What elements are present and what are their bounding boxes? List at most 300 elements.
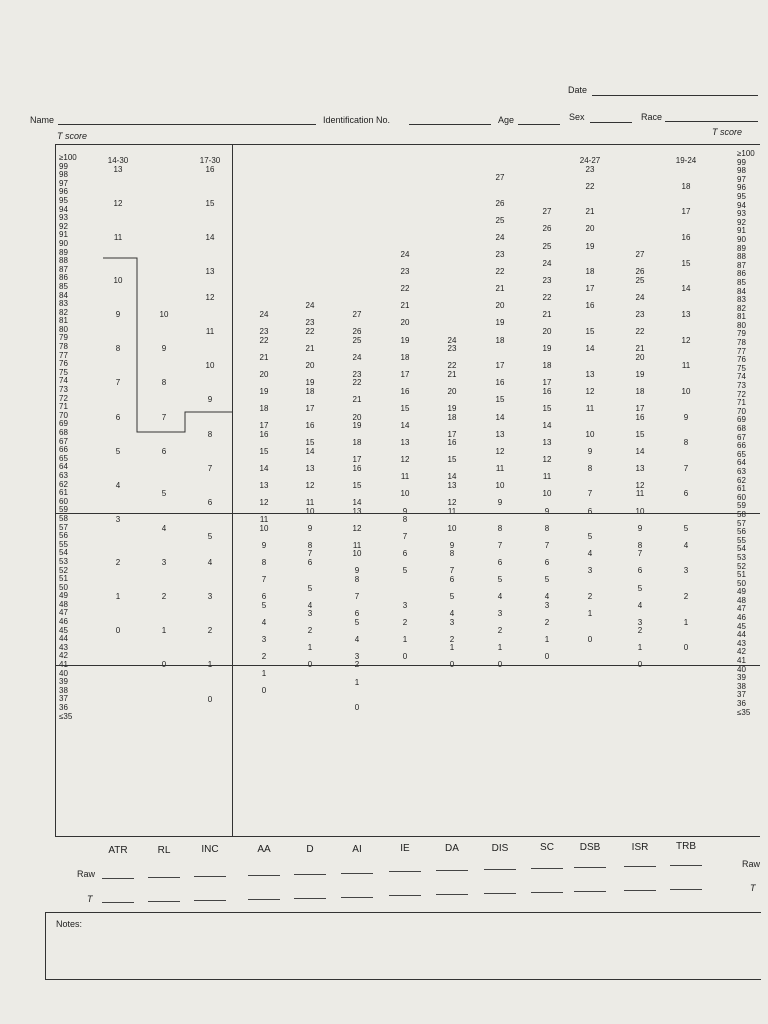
- tscore-tick: 85: [737, 277, 746, 287]
- tscore-tick: 92: [737, 217, 746, 227]
- tscore-tick: 53: [59, 556, 68, 566]
- tscore-left-label: T score: [57, 131, 88, 141]
- id-label: Identification No.: [323, 115, 391, 125]
- tscore-tick: 76: [59, 359, 68, 369]
- raw-score-mark: 12: [447, 498, 457, 507]
- raw-score-mark: 8: [115, 344, 121, 354]
- raw-score-mark: 20: [542, 327, 552, 336]
- t-entry-d[interactable]: [294, 898, 326, 899]
- raw-score-mark: 6: [587, 506, 593, 516]
- raw-score-mark: 10: [495, 480, 505, 490]
- tscore-tick: 36: [59, 703, 68, 712]
- raw-score-mark: 25: [542, 241, 552, 251]
- tscore-tick: 76: [737, 355, 746, 365]
- raw-score-mark: 15: [635, 429, 645, 439]
- raw-score-mark: 19: [352, 421, 362, 431]
- raw-score-mark: 10: [400, 489, 410, 499]
- tscore-tick: 71: [59, 402, 68, 412]
- tscore-tick: 95: [59, 195, 68, 205]
- raw-score-mark: 0: [637, 660, 643, 670]
- raw-score-mark: 11: [681, 361, 691, 371]
- raw-score-mark: 6: [354, 609, 360, 619]
- t-entry-isr[interactable]: [624, 890, 656, 891]
- raw-score-mark: 15: [305, 438, 315, 448]
- raw-score-mark: 14: [542, 421, 552, 431]
- raw-score-mark: 4: [307, 600, 313, 610]
- raw-score-mark: 15: [352, 480, 362, 490]
- age-label: Age: [498, 115, 515, 125]
- tscore-tick: 87: [737, 260, 746, 270]
- raw-score-mark: 17: [635, 403, 645, 413]
- tscore-tick: 81: [737, 312, 746, 322]
- raw-score-mark: 25: [635, 275, 645, 285]
- raw-score-mark: 1: [402, 634, 408, 644]
- raw-score-mark: 23: [585, 164, 595, 174]
- tscore-tick: 58: [737, 509, 746, 519]
- tscore-tick: 94: [737, 200, 746, 210]
- tscore-tick: 41: [737, 656, 746, 666]
- scale-label-rl: RL: [157, 844, 171, 856]
- raw-score-mark: 10: [352, 549, 362, 559]
- raw-score-mark: 1: [544, 634, 550, 644]
- tscore-tick: 68: [737, 424, 746, 433]
- raw-score-mark: 5: [207, 532, 213, 542]
- notes-label: Notes:: [56, 919, 83, 929]
- tscore-tick: 80: [737, 320, 746, 330]
- raw-score-mark: 6: [307, 557, 313, 567]
- raw-score-mark: 12: [113, 198, 123, 208]
- raw-score-mark: 1: [683, 617, 689, 627]
- raw-score-mark: 17: [681, 207, 691, 217]
- raw-score-mark: 16: [681, 232, 691, 242]
- tscore-tick: 51: [737, 570, 746, 580]
- tscore-tick: 40: [59, 668, 68, 678]
- raw-score-mark: 9: [207, 395, 213, 405]
- raw-score-mark: 2: [161, 592, 167, 602]
- raw-score-mark: 24: [400, 250, 410, 260]
- raw-score-mark: 20: [400, 318, 410, 328]
- raw-entry-atr[interactable]: [102, 878, 134, 879]
- raw-score-mark: 14: [259, 463, 269, 473]
- raw-entry-d[interactable]: [294, 874, 326, 875]
- tscore-tick: 45: [737, 621, 746, 631]
- t-entry-trb[interactable]: [670, 889, 702, 890]
- tscore-tick: 92: [59, 221, 68, 231]
- raw-score-mark: 9: [637, 523, 643, 533]
- raw-score-mark: 21: [400, 301, 410, 311]
- tscore-tick: 36: [737, 699, 746, 708]
- scale-label-dis: DIS: [491, 842, 509, 854]
- raw-score-mark: 17: [447, 429, 457, 439]
- raw-score-mark: 19: [400, 335, 410, 345]
- raw-score-mark: 24: [352, 352, 362, 362]
- raw-score-mark: 18: [542, 361, 552, 371]
- raw-score-mark: 6: [115, 412, 121, 422]
- tscore-tick: 78: [737, 338, 746, 348]
- raw-score-mark: 5: [587, 532, 593, 542]
- raw-score-mark: 6: [402, 549, 408, 559]
- raw-score-mark: 11: [542, 472, 552, 482]
- raw-score-mark: 6: [544, 557, 550, 567]
- raw-score-mark: 26: [635, 267, 645, 277]
- tscore-tick: 87: [59, 264, 68, 274]
- raw-score-mark: 2: [637, 626, 643, 636]
- tscore-tick: 97: [737, 174, 746, 184]
- tscore-tick: 77: [59, 350, 68, 360]
- tscore-tick: 70: [737, 406, 746, 416]
- tscore-tick: 56: [737, 527, 746, 537]
- tscore-tick: 97: [59, 178, 68, 188]
- raw-score-mark: 14: [681, 284, 691, 294]
- raw-score-mark: 14: [305, 446, 315, 456]
- tscore-tick: 52: [737, 561, 746, 571]
- t-entry-sc[interactable]: [531, 892, 563, 893]
- raw-score-mark: 2: [587, 592, 593, 602]
- tscore-tick: 78: [59, 342, 68, 352]
- scale-label-ie: IE: [400, 843, 410, 855]
- tscore-tick: 98: [59, 170, 68, 180]
- raw-score-mark: 3: [115, 515, 121, 525]
- raw-score-mark: 10: [305, 506, 315, 516]
- tscore-tick: 49: [59, 591, 68, 601]
- raw-score-mark: 17: [400, 369, 410, 379]
- raw-score-mark: 3: [683, 566, 689, 576]
- raw-score-mark: 22: [305, 327, 315, 336]
- t-entry-da[interactable]: [436, 894, 468, 895]
- raw-score-mark: 19: [585, 241, 595, 251]
- raw-score-mark: 2: [207, 626, 213, 636]
- name-label: Name: [30, 115, 55, 125]
- raw-score-mark: 14: [447, 472, 457, 482]
- tscore-tick: 61: [59, 488, 68, 498]
- tscore-tick: 57: [59, 522, 68, 532]
- tscore-tick: 86: [737, 269, 746, 279]
- tscore-tick: 60: [59, 496, 68, 506]
- tscore-tick: 57: [737, 518, 746, 528]
- raw-score-mark: 8: [683, 438, 689, 448]
- raw-score-mark: 11: [305, 498, 315, 507]
- raw-score-mark: 8: [449, 549, 455, 559]
- raw-score-mark: 9: [115, 309, 121, 319]
- tscore-tick: 42: [59, 651, 68, 661]
- raw-score-mark: 16: [542, 386, 552, 396]
- raw-entry-ai[interactable]: [341, 873, 373, 874]
- tscore-tick: ≤35: [737, 707, 751, 717]
- raw-score-mark: 4: [544, 592, 550, 602]
- raw-score-mark: 17: [352, 455, 362, 465]
- scale-label-inc: INC: [201, 844, 219, 856]
- tscore-tick: 66: [59, 445, 68, 455]
- raw-score-mark: 6: [449, 574, 455, 584]
- raw-entry-trb[interactable]: [670, 865, 702, 866]
- raw-score-mark: 2: [261, 651, 267, 661]
- raw-score-mark: 0: [683, 643, 689, 653]
- raw-score-mark: 4: [161, 523, 167, 533]
- tscore-tick: 37: [59, 694, 68, 704]
- tscore-tick: 73: [737, 381, 746, 391]
- raw-score-mark: 2: [544, 617, 550, 627]
- raw-score-mark: 0: [587, 634, 593, 644]
- raw-score-mark: 7: [544, 540, 550, 550]
- tscore-tick: 88: [737, 252, 746, 262]
- raw-score-mark: 13: [205, 267, 215, 277]
- raw-score-mark: 9: [587, 446, 593, 456]
- raw-score-mark: 24: [495, 232, 505, 242]
- tscore-tick: 52: [59, 565, 68, 575]
- t-entry-inc[interactable]: [194, 900, 226, 901]
- raw-score-mark: 0: [354, 703, 360, 713]
- raw-score-mark: 20: [352, 412, 362, 422]
- raw-score-mark: 5: [161, 489, 167, 499]
- raw-entry-aa[interactable]: [248, 875, 280, 876]
- raw-score-mark: 20: [635, 352, 645, 362]
- raw-entry-rl[interactable]: [148, 877, 180, 878]
- raw-score-mark: 0: [402, 651, 408, 661]
- raw-score-mark: 9: [449, 540, 455, 550]
- raw-score-mark: 5: [683, 523, 689, 533]
- raw-score-mark: 8: [354, 574, 360, 584]
- raw-score-mark: 16: [352, 463, 362, 473]
- tscore-tick: 43: [59, 642, 68, 652]
- raw-score-mark: 11: [205, 327, 215, 336]
- tscore-tick: 44: [59, 634, 68, 644]
- raw-entry-da[interactable]: [436, 870, 468, 871]
- tscore-tick: 96: [737, 183, 746, 193]
- tscore-tick: 47: [737, 604, 746, 614]
- raw-score-mark: 1: [115, 592, 121, 602]
- tscore-tick: 59: [59, 505, 68, 515]
- raw-score-mark: 1: [449, 643, 455, 653]
- raw-score-mark: 5: [115, 446, 121, 456]
- raw-score-mark: 5: [497, 574, 503, 584]
- raw-score-mark: 2: [402, 617, 408, 627]
- raw-score-mark: 1: [261, 669, 267, 678]
- raw-score-mark: 3: [402, 600, 408, 610]
- raw-score-mark: 8: [307, 540, 313, 550]
- t-label-left: T: [87, 894, 93, 904]
- raw-score-mark: 18: [400, 352, 410, 362]
- raw-score-mark: 21: [542, 309, 552, 319]
- tscore-tick: 67: [737, 432, 746, 442]
- raw-score-mark: 17: [259, 421, 269, 431]
- raw-score-mark: 21: [352, 395, 362, 405]
- raw-entry-inc[interactable]: [194, 876, 226, 877]
- raw-score-mark: 19-24: [675, 156, 697, 165]
- tscore-tick: 98: [737, 166, 746, 176]
- tscore-tick: 65: [737, 449, 746, 459]
- raw-score-mark: 25: [495, 215, 505, 225]
- raw-score-mark: 11: [635, 489, 645, 499]
- tscore-tick: 44: [737, 630, 746, 640]
- tscore-tick: 60: [737, 492, 746, 502]
- raw-score-mark: 13: [635, 463, 645, 473]
- raw-score-mark: 15: [542, 403, 552, 413]
- tscore-tick: 55: [59, 539, 68, 549]
- raw-score-mark: 10: [447, 523, 457, 533]
- raw-score-mark: 20: [305, 361, 315, 371]
- raw-score-mark: 21: [585, 207, 595, 217]
- raw-score-mark: 13: [447, 480, 457, 490]
- raw-score-mark: 19: [542, 344, 552, 354]
- raw-entry-sc[interactable]: [531, 868, 563, 869]
- raw-score-mark: 24: [542, 258, 552, 268]
- tscore-tick: 38: [59, 685, 68, 695]
- scale-label-aa: AA: [257, 844, 271, 856]
- raw-score-mark: 16: [400, 386, 410, 396]
- tscore-tick: 39: [737, 673, 746, 683]
- raw-score-mark: 22: [259, 335, 269, 345]
- raw-score-mark: 24: [447, 335, 457, 345]
- t-entry-dis[interactable]: [484, 893, 516, 894]
- raw-score-mark: 2: [307, 626, 313, 636]
- tscore-tick: 58: [59, 513, 68, 523]
- tscore-tick: 50: [59, 582, 68, 592]
- t-entry-ie[interactable]: [389, 895, 421, 896]
- t-entry-atr[interactable]: [102, 902, 134, 903]
- raw-score-mark: 23: [352, 369, 362, 379]
- raw-score-mark: 0: [307, 660, 313, 670]
- tscore-tick: 68: [59, 428, 68, 437]
- raw-score-mark: 5: [354, 617, 360, 627]
- tscore-tick: 74: [59, 376, 68, 386]
- tscore-right-label: T score: [712, 127, 743, 137]
- raw-score-mark: 5: [637, 583, 643, 593]
- tscore-tick: 94: [59, 204, 68, 214]
- raw-score-mark: 19: [447, 403, 457, 413]
- tscore-tick: 79: [737, 329, 746, 339]
- scale-label-da: DA: [445, 842, 459, 854]
- tscore-tick: 61: [737, 484, 746, 494]
- raw-entry-ie[interactable]: [389, 871, 421, 872]
- raw-score-mark: 10: [159, 309, 169, 319]
- raw-score-mark: 3: [261, 634, 267, 644]
- raw-score-mark: 21: [635, 344, 645, 354]
- raw-score-mark: 18: [305, 386, 315, 396]
- raw-score-mark: 15: [681, 258, 691, 268]
- raw-entry-isr[interactable]: [624, 866, 656, 867]
- raw-score-mark: 15: [495, 395, 505, 405]
- raw-score-mark: 5: [402, 566, 408, 576]
- tscore-tick: 69: [59, 419, 68, 429]
- raw-score-mark: 24: [305, 301, 315, 311]
- raw-score-mark: 8: [544, 523, 550, 533]
- t-entry-rl[interactable]: [148, 901, 180, 902]
- tscore-tick: 90: [737, 234, 746, 244]
- sex-label: Sex: [569, 112, 585, 122]
- raw-score-mark: 10: [113, 275, 123, 285]
- t-entry-aa[interactable]: [248, 899, 280, 900]
- raw-score-mark: 11: [495, 463, 505, 473]
- raw-score-mark: 1: [207, 660, 213, 670]
- raw-score-mark: 19: [305, 378, 315, 388]
- raw-score-mark: 4: [637, 600, 643, 610]
- notes-box[interactable]: [45, 912, 761, 980]
- raw-score-mark: 9: [354, 566, 360, 576]
- tscore-tick: 70: [59, 410, 68, 420]
- raw-score-mark: 18: [585, 267, 595, 277]
- raw-score-mark: 22: [585, 181, 595, 191]
- raw-score-mark: 2: [449, 634, 455, 644]
- tscore-tick: 79: [59, 333, 68, 343]
- raw-score-mark: 3: [161, 557, 167, 567]
- raw-score-mark: 9: [261, 540, 267, 550]
- raw-score-mark: 4: [587, 549, 593, 559]
- raw-score-mark: 18: [681, 181, 691, 191]
- date-label: Date: [568, 85, 588, 95]
- raw-score-mark: 13: [585, 369, 595, 379]
- scale-label-isr: ISR: [631, 841, 649, 853]
- tscore-tick: 39: [59, 677, 68, 687]
- tscore-tick: ≤35: [59, 711, 73, 721]
- raw-score-mark: 5: [544, 574, 550, 584]
- tscore-tick: 77: [737, 346, 746, 356]
- raw-score-mark: 21: [259, 352, 269, 362]
- raw-score-mark: 12: [305, 480, 315, 490]
- t-label-right: T: [750, 883, 756, 893]
- raw-score-mark: 18: [447, 412, 457, 422]
- tscore-tick: 66: [737, 441, 746, 451]
- raw-score-mark: 7: [115, 378, 121, 388]
- t-entry-ai[interactable]: [341, 897, 373, 898]
- raw-score-mark: 17: [305, 403, 315, 413]
- tscore-tick: 47: [59, 608, 68, 618]
- tscore-tick: 75: [59, 367, 68, 377]
- raw-score-mark: 23: [635, 309, 645, 319]
- raw-score-mark: 6: [497, 557, 503, 567]
- tscore-tick: 83: [59, 299, 68, 309]
- raw-score-mark: 12: [635, 480, 645, 490]
- tscore-tick: 46: [59, 617, 68, 627]
- raw-score-mark: 16: [447, 438, 457, 448]
- t-entry-dsb[interactable]: [574, 891, 606, 892]
- raw-score-mark: 16: [305, 421, 315, 431]
- raw-score-mark: 10: [205, 361, 215, 371]
- tscore-tick: 63: [59, 470, 68, 480]
- tscore-tick: 71: [737, 398, 746, 408]
- scale-label-sc: SC: [540, 842, 554, 854]
- tscore-tick: 48: [59, 599, 68, 609]
- raw-score-mark: 10: [259, 523, 269, 533]
- raw-score-mark: 16: [585, 301, 595, 311]
- raw-score-mark: 4: [354, 634, 360, 644]
- raw-score-mark: 7: [637, 549, 643, 559]
- raw-score-mark: 13: [113, 164, 123, 174]
- tscore-tick: 75: [737, 363, 746, 373]
- raw-score-mark: 24-27: [579, 156, 601, 165]
- tscore-tick: 64: [59, 462, 68, 472]
- raw-score-mark: 12: [400, 455, 410, 465]
- raw-score-mark: 3: [449, 617, 455, 627]
- raw-score-mark: 6: [161, 446, 167, 456]
- raw-score-mark: 16: [495, 378, 505, 388]
- raw-score-mark: 7: [587, 489, 593, 499]
- raw-score-mark: 14: [400, 421, 410, 431]
- tscore-tick: 49: [737, 587, 746, 597]
- raw-score-mark: 18: [259, 403, 269, 413]
- raw-score-mark: 1: [161, 626, 167, 636]
- raw-score-mark: 16: [205, 164, 215, 174]
- raw-score-mark: 9: [544, 506, 550, 516]
- raw-score-mark: 10: [635, 506, 645, 516]
- raw-score-mark: 19: [495, 318, 505, 328]
- raw-entry-dis[interactable]: [484, 869, 516, 870]
- raw-entry-dsb[interactable]: [574, 867, 606, 868]
- raw-score-mark: 5: [449, 592, 455, 602]
- raw-score-mark: 16: [259, 429, 269, 439]
- raw-score-mark: 9: [402, 506, 408, 516]
- raw-score-mark: 8: [587, 463, 593, 473]
- raw-score-mark: 12: [352, 523, 362, 533]
